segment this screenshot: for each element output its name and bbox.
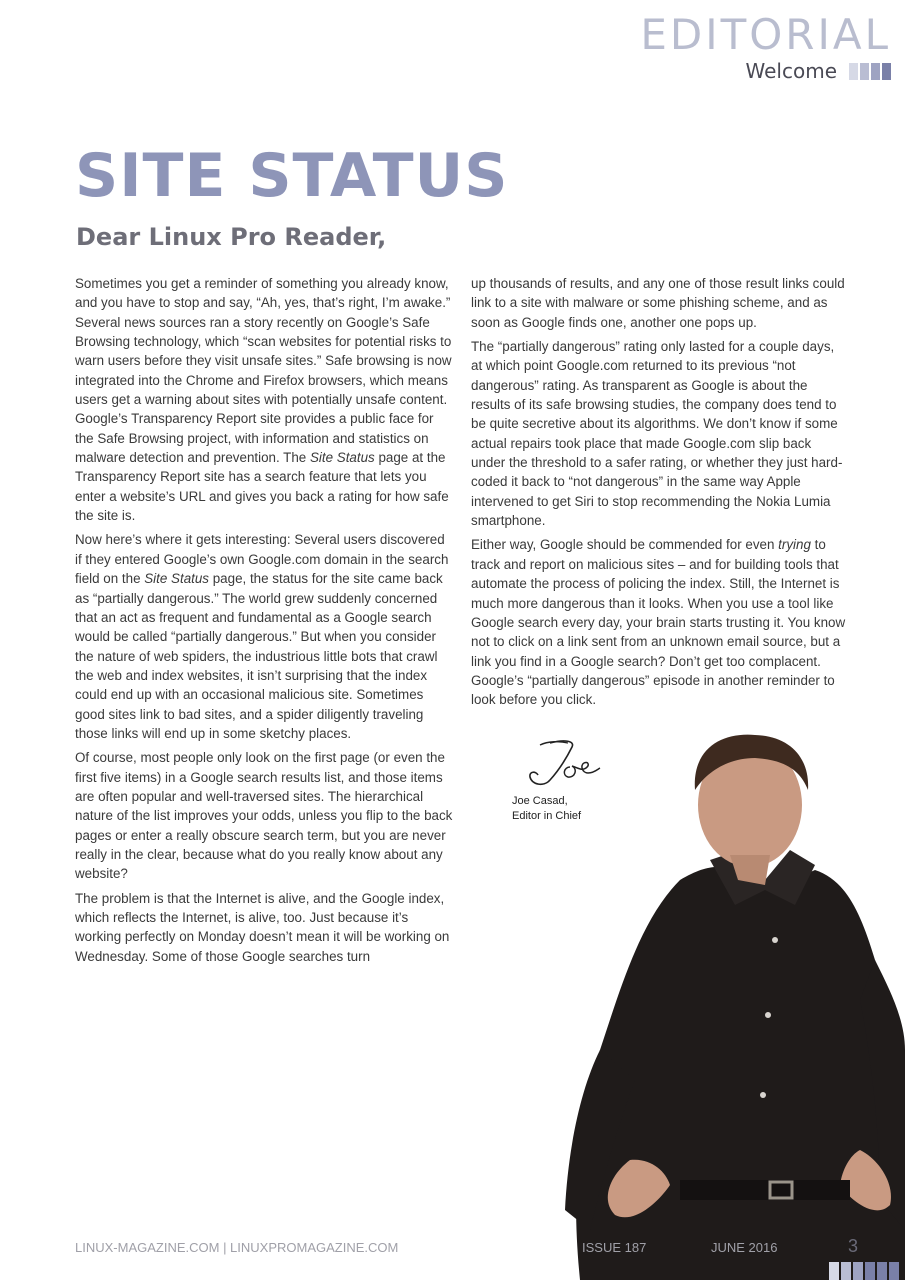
section-subtitle-row: [640, 60, 891, 82]
article-paragraph: [75, 530, 453, 743]
section-header: [640, 12, 891, 82]
emphasized-text: trying: [778, 537, 811, 553]
article-paragraph: [75, 889, 453, 966]
accent-square: [871, 63, 880, 80]
belt: [680, 1180, 850, 1200]
accent-square: [860, 63, 869, 80]
article-paragraph: [471, 337, 849, 530]
signature-block: [512, 794, 581, 824]
article-column-right: [471, 274, 849, 715]
paragraph-text: up thousands of results, and any one of those result links could link to a site with malware or some phishing scheme, and as soon as Google finds one, another one pops up.: [471, 276, 845, 330]
accent-square: [853, 1262, 863, 1280]
article-paragraph: [75, 748, 453, 883]
accent-square: [882, 63, 891, 80]
article-paragraph: [471, 274, 849, 332]
paragraph-text: page, the status for the site came back as “partially dangerous.” The world grew suddenly concerned that an act as frequent and fundamental as a Google search would be called “partially dangerous.” But when you consider the nature of web spiders, the industrious little bots that crawl the web and index websites, it isn’t surprising that the index could end up with an occasional malicious site. Sometimes good sites link to bad sites, and a spider diligently traveling those links will end up in some sketchy places.: [75, 571, 443, 741]
footer-date: JUNE 2016: [711, 1240, 778, 1255]
paragraph-text: to track and report on malicious sites – and for building tools that automate the process of policing the index. Still, the Internet is much more dangerous than it looks. When you use a tool like Google search every day, your brain starts trusting it. You know not to click on a link sent from an unknown email source, but a link you find in a Google search? Don’t get too complacent. Google’s “partially dangerous” episode in another reminder to look before you click.: [471, 537, 846, 708]
accent-square: [849, 63, 858, 80]
button: [760, 1092, 766, 1098]
article-title: SITE STATUS: [75, 141, 509, 211]
footer-issue: ISSUE 187: [582, 1240, 647, 1255]
article-column-left: [75, 274, 453, 971]
article-paragraph: [75, 274, 453, 525]
editor-photo: [560, 730, 905, 1280]
page-number: 3: [847, 1236, 858, 1256]
paragraph-text: The “partially dangerous” rating only lasted for a couple days, at which point Google.com returned to its previous “not dangerous” rating. As transparent as Google is about the results of its safe browsing studies, the company does tend to be quite secretive about its algorithms. We don’t know if some actual repairs took place that made Google.com slip back under the threshold to a safer rating, or whether they just hard-coded it back to “not dangerous” in the same way Apple intervened to get Siri to stop recommending the Nokia Lumia smartphone.: [471, 339, 843, 529]
editor-role: Editor in Chief: [512, 810, 582, 822]
paragraph-text: Either way, Google should be commended for even: [471, 537, 779, 553]
accent-square: [841, 1262, 851, 1280]
paragraph-text: Sometimes you get a reminder of something you already know, and you have to stop and say, “Ah, yes, that’s right, I’m awake.” Several news sources ran a story recently on Google’s Safe Browsing technology, which “scan websites for potential risks to warn users before they visit unsafe sites.” Safe browsing is now integrated into the Chrome and Firefox browsers, which means users get a warning about sites with potentially unsafe content. Google’s Transparency Report site provides a public face for the Safe Browsing project, with information and statistics on malware detection and prevention. The: [75, 276, 452, 466]
paragraph-text: Now here’s where it gets interesting: Several users discovered if they entered Google’s own Google.com domain in the search field on the: [75, 532, 449, 587]
accent-square: [865, 1262, 875, 1280]
corner-accent: [829, 1262, 901, 1280]
paragraph-text: page at the Transparency Report site has a search feature that lets you enter a website’s URL and gives you back a rating for how safe the site is.: [75, 450, 449, 524]
emphasized-text: Site Status: [309, 450, 375, 466]
editor-name: Joe Casad,: [512, 795, 568, 807]
article-salutation: Dear Linux Pro Reader,: [76, 223, 387, 251]
page-footer: [75, 1240, 905, 1260]
accent-square: [889, 1262, 899, 1280]
section-title: EDITORIAL: [640, 10, 891, 59]
button: [765, 1012, 771, 1018]
accent-square: [829, 1262, 839, 1280]
accent-square: [877, 1262, 887, 1280]
paragraph-text: The problem is that the Internet is alive, and the Google index, which reflects the Internet, is alive, too. Just because it’s working perfectly on Monday doesn’t mean it will be working on Wednesday. Some of those Google searches turn: [75, 890, 450, 964]
article-paragraph: [471, 535, 849, 709]
paragraph-text: Of course, most people only look on the first page (or even the first five items) in a Google search results list, and those items are often popular and well-traversed sites. The hierarchical nature of the list improves your odds, unless you flip to the back pages or enter a really obscure search term, but you are never really in the clear, because what do you really know about any website?: [75, 750, 453, 882]
signature-handwriting: [520, 735, 610, 790]
emphasized-text: Site Status: [144, 571, 210, 587]
section-subtitle: Welcome: [745, 59, 837, 83]
button: [772, 937, 778, 943]
footer-sites: LINUX-MAGAZINE.COM | LINUXPROMAGAZINE.COM: [75, 1240, 399, 1255]
